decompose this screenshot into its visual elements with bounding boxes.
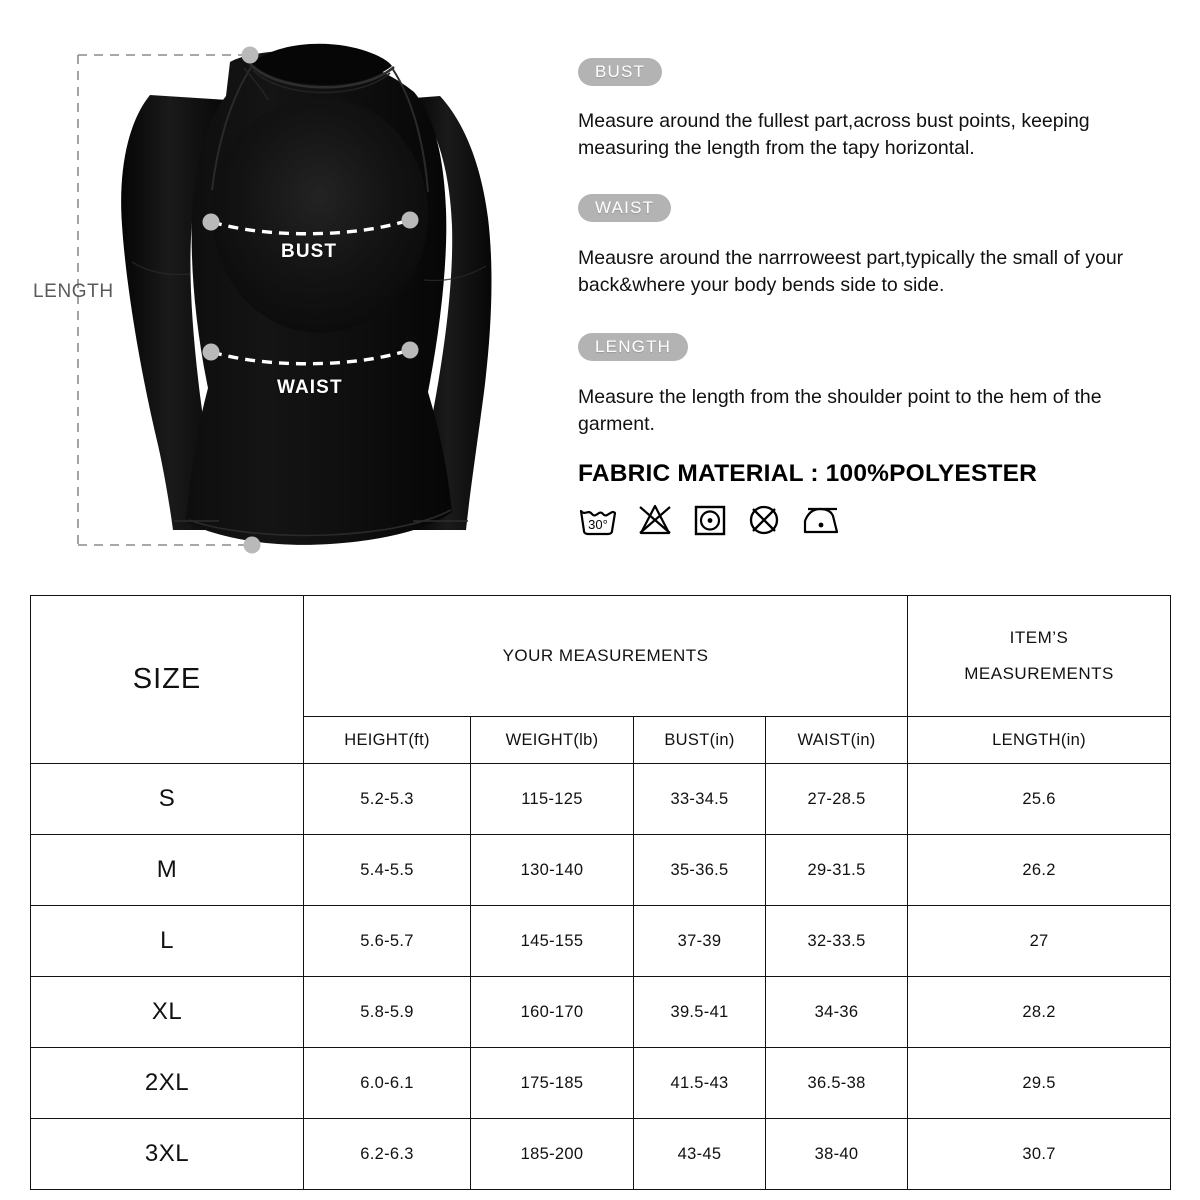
marker-waist-left [203,344,220,361]
cell-size: S [31,764,304,835]
waist-diagram-label: WAIST [277,377,343,398]
svg-text:30°: 30° [588,517,608,532]
fabric-material-text: FABRIC MATERIAL : 100%POLYESTER [578,460,1038,487]
length-dimension-label: LENGTH [33,281,114,302]
cell-weight: 115-125 [471,764,634,835]
table-head [31,596,1171,764]
size-chart-table [30,595,1171,1190]
bust-diagram-label: BUST [281,241,338,262]
garment-illustration-panel [0,0,560,580]
cell-height: 5.6-5.7 [304,906,471,977]
cell-weight: 130-140 [471,835,634,906]
tumble-dry-low-icon [692,503,728,537]
header-bust: BUST(in) [634,717,766,764]
cell-size: XL [31,977,304,1048]
bust-badge-label: BUST [578,58,662,86]
cell-length: 30.7 [908,1119,1171,1190]
cell-height: 6.2-6.3 [304,1119,471,1190]
cell-bust: 39.5-41 [634,977,766,1048]
size-chart-table-wrap [30,595,1170,1190]
bust-section-badge [578,58,662,86]
measurement-guide-section [0,0,1200,580]
header-size: SIZE [31,596,304,764]
table-row [31,835,1171,906]
iron-low-icon [800,503,842,537]
waist-instruction-text: Meausre around the narrroweest part,typically the small of your back&where your body bends side to side. [578,247,1124,296]
header-waist: WAIST(in) [766,717,908,764]
marker-hem-point [244,537,261,554]
bust-instruction-text: Measure around the fullest part,across bust points, keeping measuring the length from the tapy horizontal. [578,110,1090,159]
length-section-badge [578,333,688,361]
cell-height: 5.4-5.5 [304,835,471,906]
cell-size: L [31,906,304,977]
cell-length: 27 [908,906,1171,977]
do-not-bleach-icon [636,503,674,537]
table-body [31,764,1171,1190]
header-item-line1: ITEM’S [1009,628,1069,647]
length-instruction-text: Measure the length from the shoulder point to the hem of the garment. [578,386,1102,435]
header-weight: WEIGHT(lb) [471,717,634,764]
header-item-measurements [908,596,1171,717]
cell-waist: 29-31.5 [766,835,908,906]
table-row [31,1119,1171,1190]
cell-bust: 33-34.5 [634,764,766,835]
measurement-instructions-panel [570,0,1190,580]
cell-waist: 38-40 [766,1119,908,1190]
cell-length: 28.2 [908,977,1171,1048]
header-length: LENGTH(in) [908,717,1171,764]
cell-bust: 41.5-43 [634,1048,766,1119]
cell-length: 29.5 [908,1048,1171,1119]
cell-height: 5.8-5.9 [304,977,471,1048]
length-badge-label: LENGTH [578,333,688,361]
cell-weight: 175-185 [471,1048,634,1119]
wash-30-icon [578,503,618,537]
cell-length: 26.2 [908,835,1171,906]
table-row [31,977,1171,1048]
cell-bust: 43-45 [634,1119,766,1190]
marker-bust-left [203,214,220,231]
cell-waist: 34-36 [766,977,908,1048]
cell-bust: 35-36.5 [634,835,766,906]
cell-waist: 36.5-38 [766,1048,908,1119]
cell-length: 25.6 [908,764,1171,835]
cell-waist: 27-28.5 [766,764,908,835]
do-not-dry-clean-icon [746,503,782,537]
table-row [31,764,1171,835]
cell-height: 6.0-6.1 [304,1048,471,1119]
marker-waist-right [402,342,419,359]
table-header-row-groups [31,596,1171,717]
cell-height: 5.2-5.3 [304,764,471,835]
table-row [31,1048,1171,1119]
table-row [31,906,1171,977]
cell-size: 3XL [31,1119,304,1190]
cell-weight: 145-155 [471,906,634,977]
marker-shoulder-point [242,47,259,64]
header-your-measurements: YOUR MEASUREMENTS [304,596,908,717]
cell-waist: 32-33.5 [766,906,908,977]
header-item-line2: MEASUREMENTS [964,664,1114,683]
header-height: HEIGHT(ft) [304,717,471,764]
cell-size: 2XL [31,1048,304,1119]
waist-section-badge [578,194,671,222]
waist-badge-label: WAIST [578,194,671,222]
care-symbols-row [578,503,842,537]
cell-size: M [31,835,304,906]
cell-weight: 185-200 [471,1119,634,1190]
chest-shading [212,97,428,333]
cell-weight: 160-170 [471,977,634,1048]
cell-bust: 37-39 [634,906,766,977]
marker-bust-right [402,212,419,229]
